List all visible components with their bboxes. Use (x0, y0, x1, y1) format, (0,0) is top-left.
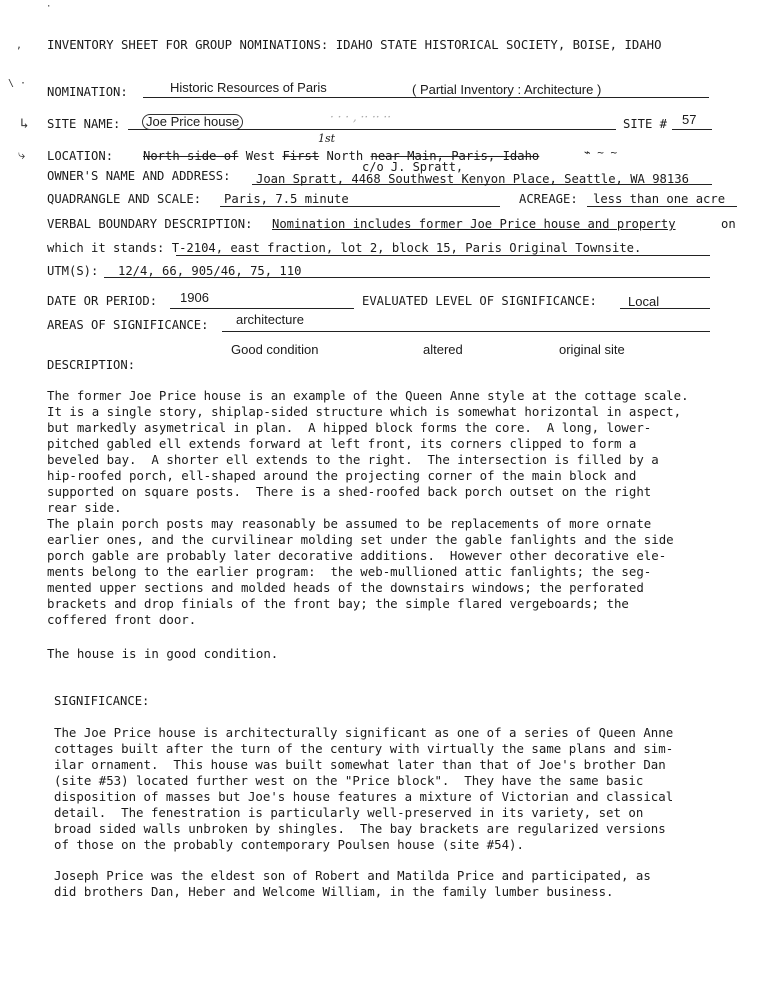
margin-mark-left-2: \ · (8, 78, 27, 89)
site-name-label: SITE NAME: (47, 117, 121, 131)
location-struck-1: North side of (143, 149, 239, 163)
desc-p1-line-3: but markedly asymetrical in plan. A hipped block forms the core. A long, lower- (47, 420, 652, 435)
boundary-underline-2 (176, 255, 710, 256)
sig-p1-line-3: ilar ornament. This house was built somewhat later than that of Joe's brother Dan (54, 757, 666, 772)
nomination-value: Historic Resources of Paris (170, 80, 327, 95)
desc-p1-line-2: It is a single story, shiplap-sided structure which is somewhat horizontal in aspect, (47, 404, 682, 419)
location-label: LOCATION: (47, 149, 114, 163)
owner-care-of: c/o J. Spratt, (362, 160, 464, 174)
acreage-label: ACREAGE: (519, 192, 578, 206)
sig-p1-line-6: detail. The fenestration is particularly well-preserved in its variety, set on (54, 805, 644, 820)
nomination-qualifier: ( Partial Inventory : Architecture ) (412, 82, 602, 97)
areas-label: AREAS OF SIGNIFICANCE: (47, 318, 209, 332)
desc-p2-line-5: mented upper sections and molded heads of the downstairs windows; the perforated (47, 580, 644, 595)
significance-paragraph-2 (54, 868, 748, 900)
desc-p1-line-6: hip-roofed porch, ell-shaped around the projecting corner of the main block and (47, 468, 637, 483)
desc-p2-line-6: brackets and drop finials of the front bay; the simple flared vergeboards; the (47, 596, 629, 611)
desc-p1-line-8: rear side. (47, 500, 122, 515)
utm-label: UTM(S): (47, 264, 99, 278)
owner-label: OWNER'S NAME AND ADDRESS: (47, 169, 231, 183)
areas-value: architecture (236, 312, 304, 327)
location-scribble: ⌁ ~ ~ (584, 146, 618, 159)
location-word-1: West (245, 149, 276, 163)
sig-p1-line-1: The Joe Price house is architecturally significant as one of a series of Queen Anne (54, 725, 674, 740)
desc-p2-line-3: porch gable are probably later decorative additions. However other decorative ele- (47, 548, 667, 563)
quadrangle-label: QUADRANGLE AND SCALE: (47, 192, 202, 206)
description-label: DESCRIPTION: (47, 358, 136, 372)
desc-p1-line-1: The former Joe Price house is an example of the Queen Anne style at the cottage scale. (47, 388, 689, 403)
sig-p1-line-8: of those on the probably contemporary Poulsen house (site #54). (54, 837, 524, 852)
sig-p1-line-5: disposition of masses but Joe's house features a mixture of Victorian and classical (54, 789, 674, 804)
desc-p2-line-1: The plain porch posts may reasonably be assumed to be replacements of more ornate (47, 516, 652, 531)
condition-altered: altered (423, 342, 463, 357)
location-struck-2: First (282, 149, 320, 163)
date-label: DATE OR PERIOD: (47, 294, 158, 308)
location-struck-3: near Main, Paris, Idaho (370, 149, 540, 163)
site-name-value: Joe Price house (142, 114, 243, 130)
description-paragraph-1 (47, 388, 747, 516)
acreage-value: less than one acre (593, 192, 726, 206)
sig-p1-line-2: cottages built after the turn of the century with virtually the same plans and sim- (54, 741, 674, 756)
level-label: EVALUATED LEVEL OF SIGNIFICANCE: (362, 294, 597, 308)
description-paragraph-3 (47, 646, 747, 662)
description-paragraph-2 (47, 516, 747, 628)
owner-value: Joan Spratt, 4468 Southwest Kenyon Place, Seattle, WA 98136 (256, 172, 689, 186)
sig-p1-line-7: broad sided walls unbroken by shingles. The bay brackets are regularized versions (54, 821, 666, 836)
margin-mark-top: · (46, 2, 52, 12)
significance-paragraph-1 (54, 725, 748, 853)
desc-p1-line-7: supported on square posts. There is a shed-roofed back porch outset on the right (47, 484, 652, 499)
boundary-line-1-tail: on (721, 217, 736, 231)
location-arrow-mark: ⤷ (18, 148, 26, 163)
utm-value: 12/4, 66, 905/46, 75, 110 (118, 264, 302, 278)
sig-p2-line-1: Joseph Price was the eldest son of Robert and Matilda Price and participated, as (54, 868, 651, 883)
date-value: 1906 (180, 290, 209, 305)
sig-p2-line-2: did brothers Dan, Heber and Welcome William, in the family lumber business. (54, 884, 614, 899)
location-word-2: North (326, 149, 364, 163)
desc-p3: The house is in good condition. (47, 646, 279, 661)
page-title: INVENTORY SHEET FOR GROUP NOMINATIONS: IDAHO STATE HISTORICAL SOCIETY, BOISE, IDAHO (47, 38, 662, 52)
significance-label: SIGNIFICANCE: (54, 694, 150, 708)
level-value: Local (628, 294, 660, 309)
condition-original: original site (559, 342, 625, 357)
boundary-line-1: Nomination includes former Joe Price house and property (272, 217, 676, 231)
site-number-value: 57 (682, 112, 697, 127)
nomination-label: NOMINATION: (47, 85, 128, 99)
boundary-line-2: which it stands: T-2104, east fraction, lot 2, block 15, Paris Original Townsite. (47, 241, 642, 255)
sig-p1-line-4: (site #53) located further west on the "Price block". They have the same basic (54, 773, 644, 788)
margin-mark-left-1: , (16, 40, 23, 51)
condition-good: Good condition (231, 342, 319, 357)
desc-p2-line-7: coffered front door. (47, 612, 197, 627)
desc-p2-line-4: ments belong to the earlier program: the web-mullioned attic fanlights; the seg- (47, 564, 652, 579)
location-handwritten: 1st (318, 132, 336, 145)
site-arrow-mark: ↳ (20, 116, 29, 132)
site-name-pencil-scribble: · · · , ·· ·· ·· (330, 110, 392, 124)
desc-p1-line-5: beveled bay. A shorter ell extends to the right. The intersection is filled by a (47, 452, 659, 467)
site-number-label: SITE # (623, 117, 668, 131)
boundary-label: VERBAL BOUNDARY DESCRIPTION: (47, 217, 253, 231)
desc-p1-line-4: pitched gabled ell extends forward at left front, its corners clipped to form a (47, 436, 637, 451)
location-line (143, 149, 539, 163)
desc-p2-line-2: earlier ones, and the curvilinear molding set under the gable fanlights and the side (47, 532, 674, 547)
quadrangle-value: Paris, 7.5 minute (224, 192, 349, 206)
